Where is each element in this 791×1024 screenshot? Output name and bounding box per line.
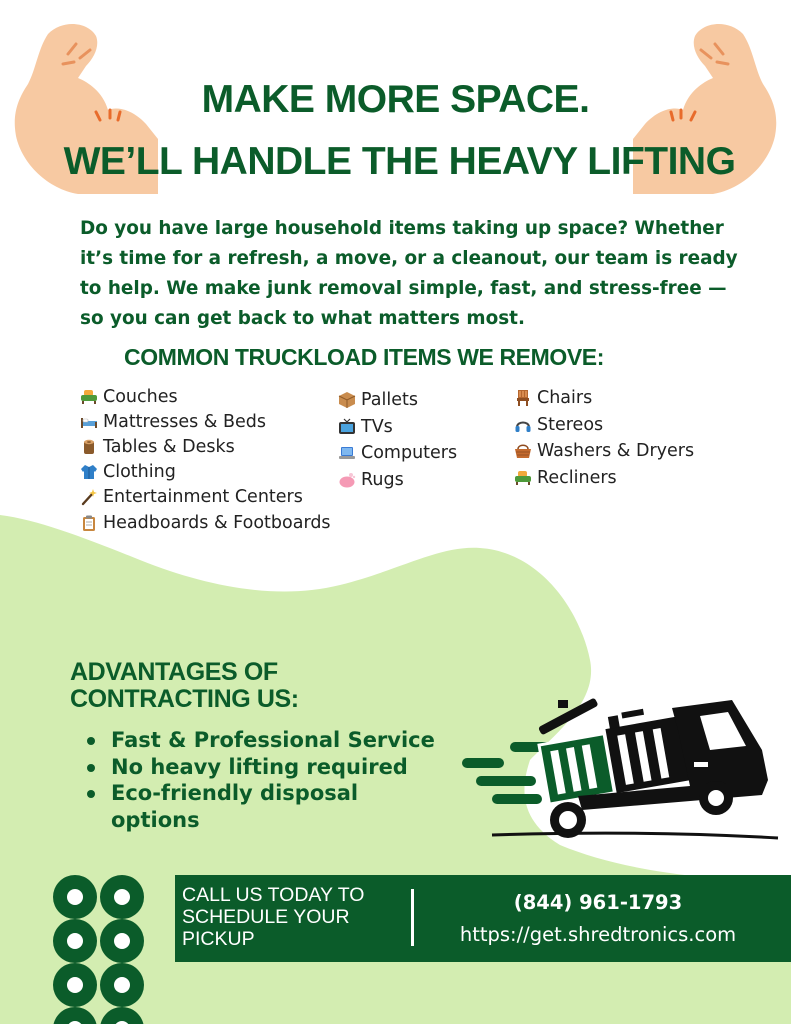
list-item: Fast & Professional Service — [84, 727, 444, 754]
jacket-icon — [80, 463, 98, 481]
items-section-title: COMMON TRUCKLOAD ITEMS WE REMOVE: — [124, 344, 604, 370]
bed-icon — [80, 413, 98, 431]
intro-paragraph: Do you have large household items taking up space? Whether it’s time for a refresh, a move, or a cleanout, our team is ready to help. We make junk removal simple, fast, and stress-free — so you can get back to what matters most. — [80, 218, 738, 329]
list-item: Recliners — [514, 465, 694, 492]
phone-number-link[interactable]: (844) 961-1793 — [513, 891, 683, 914]
items-column-2 — [338, 387, 457, 493]
clipboard-icon — [80, 514, 98, 532]
basket-icon — [514, 442, 532, 460]
soap-icon — [338, 471, 356, 489]
list-item: Pallets — [338, 387, 457, 414]
items-column-3 — [514, 385, 694, 491]
couch-icon — [514, 469, 532, 487]
list-item: Computers — [338, 440, 457, 467]
headline-line-2: WE’LL HANDLE THE HEAVY LIFTING — [63, 140, 736, 183]
chair-icon — [514, 389, 532, 407]
list-item: Eco-friendly disposal options — [84, 780, 444, 833]
headphones-icon — [514, 416, 532, 434]
laptop-icon — [338, 444, 356, 462]
tv-icon — [338, 418, 356, 436]
list-item: Headboards & Footboards — [80, 510, 331, 535]
list-item: Stereos — [514, 412, 694, 439]
list-item: Entertainment Centers — [80, 485, 331, 510]
advantages-title: ADVANTAGES OF CONTRACTING US: — [70, 658, 299, 713]
list-item: No heavy lifting required — [84, 754, 444, 781]
wand-icon — [80, 488, 98, 506]
list-item: Washers & Dryers — [514, 438, 694, 465]
box-icon — [338, 391, 356, 409]
headline-line-1: MAKE MORE SPACE. — [201, 78, 590, 121]
log-icon — [80, 438, 98, 456]
list-item: Chairs — [514, 385, 694, 412]
cta-text: CALL US TODAY TO SCHEDULE YOUR PICKUP — [182, 884, 365, 950]
couch-icon — [80, 388, 98, 406]
advantages-list — [84, 727, 444, 833]
list-item: Clothing — [80, 460, 331, 485]
dump-truck-icon — [462, 690, 782, 840]
decorative-rings — [50, 872, 150, 1024]
cta-divider — [411, 889, 414, 946]
list-item: Tables & Desks — [80, 434, 331, 459]
list-item: Couches — [80, 384, 331, 409]
items-column-1 — [80, 384, 331, 535]
list-item: Rugs — [338, 467, 457, 494]
list-item: TVs — [338, 414, 457, 441]
list-item: Mattresses & Beds — [80, 409, 331, 434]
website-link[interactable]: https://get.shredtronics.com — [459, 923, 737, 946]
